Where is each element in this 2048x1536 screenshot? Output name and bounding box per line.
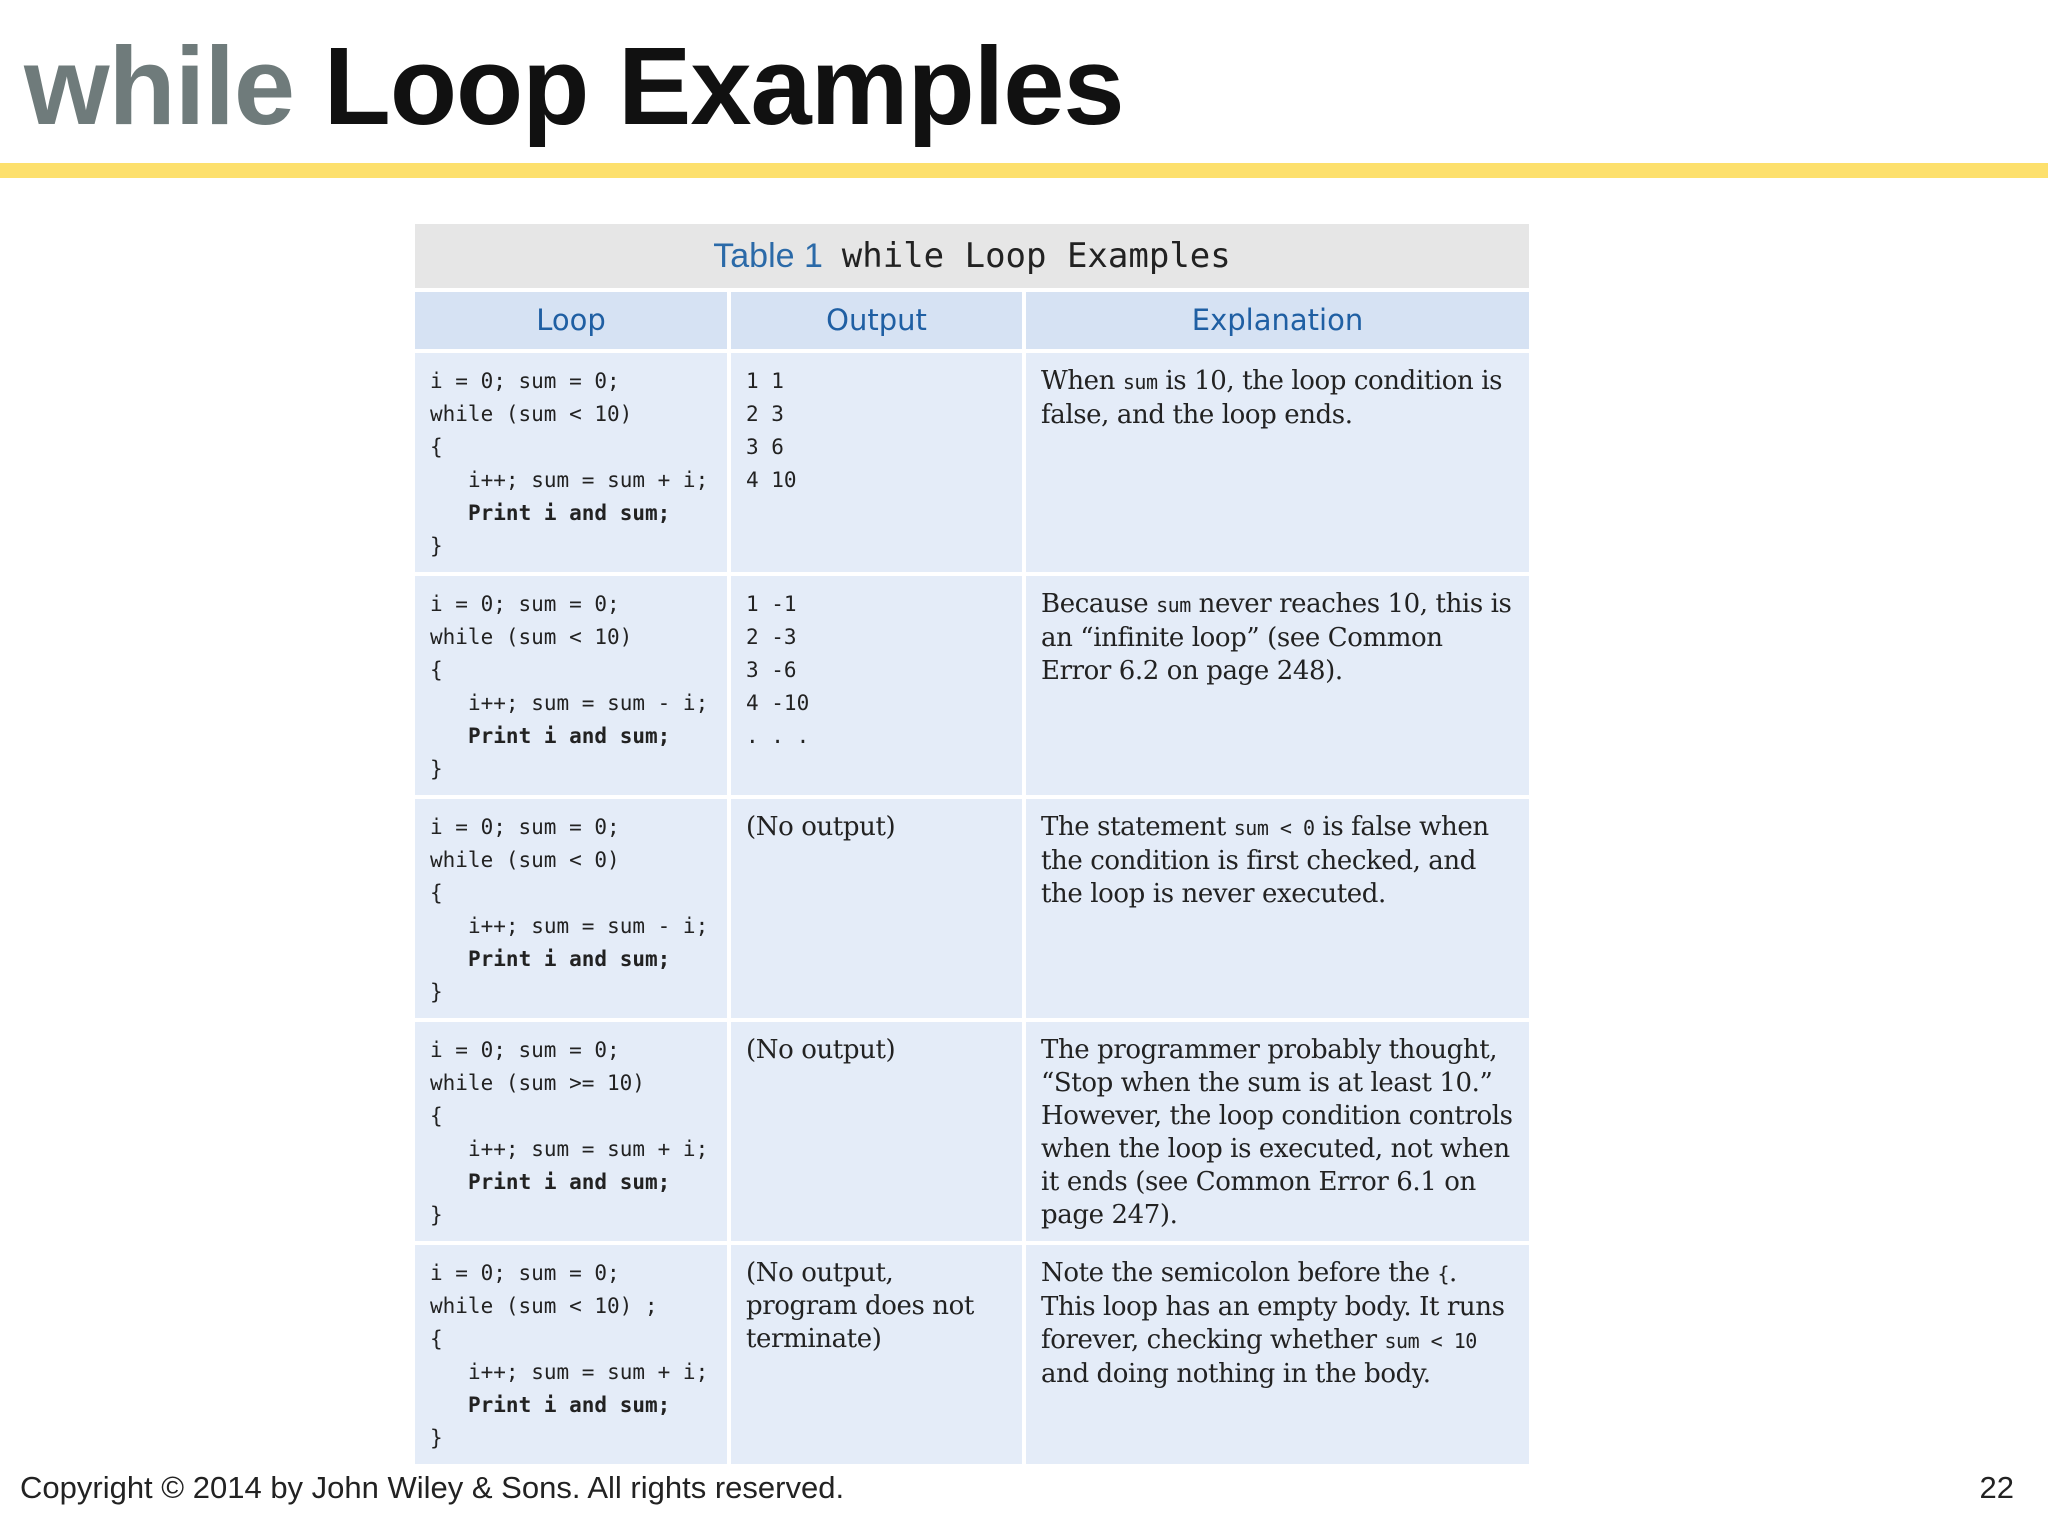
code-line: Print i and sum; <box>468 1170 671 1194</box>
explanation-cell <box>1026 1022 1529 1241</box>
code-line: i = 0; sum = 0; <box>430 592 620 616</box>
inline-code: sum < 0 <box>1233 816 1315 840</box>
code-line: { <box>430 435 443 459</box>
loop-code <box>430 1257 712 1455</box>
output-text: (No output, program does not terminate) <box>746 1258 974 1354</box>
code-line: Print i and sum; <box>468 724 671 748</box>
code-line: while (sum < 10) <box>430 625 633 649</box>
explanation-segment: is false when the condition is first checked, and the loop is never executed. <box>1041 812 1489 909</box>
loop-code <box>430 811 712 1009</box>
explanation-segment: Note the semicolon before the <box>1041 1258 1438 1288</box>
output-text: (No output) <box>746 812 896 842</box>
code-line: Print i and sum; <box>468 947 671 971</box>
explanation-segment: The statement <box>1041 812 1234 842</box>
explanation-cell <box>1026 799 1529 1018</box>
code-line: while (sum < 10) ; <box>430 1294 658 1318</box>
explanation-segment: never reaches 10, this is an “infinite loop” (see Common Error 6.2 on page 248). <box>1041 589 1512 686</box>
output-line: 2 3 <box>746 402 784 426</box>
code-line: } <box>430 757 443 781</box>
copyright-footer: Copyright © 2014 by John Wiley & Sons. All rights reserved. <box>20 1470 845 1505</box>
explanation-text <box>1041 365 1514 432</box>
header-loop: Loop <box>415 292 727 349</box>
loop-examples-table <box>413 222 1531 1460</box>
code-line: } <box>430 1203 443 1227</box>
code-line: i++; sum = sum + i; <box>468 1360 709 1384</box>
output-line: 1 1 <box>746 369 784 393</box>
code-line: { <box>430 658 443 682</box>
code-line: } <box>430 980 443 1004</box>
output-cell <box>731 799 1022 1018</box>
output-text: (No output) <box>746 1035 896 1065</box>
loop-code <box>430 1034 712 1232</box>
output-line: 3 -6 <box>746 658 797 682</box>
table-caption <box>415 224 1529 288</box>
page-number: 22 <box>1979 1470 2014 1505</box>
slide-title <box>24 22 1124 152</box>
header-explanation: Explanation <box>1026 292 1529 349</box>
explanation-cell <box>1026 353 1529 572</box>
code-line: i++; sum = sum + i; <box>468 468 709 492</box>
inline-code: sum < 10 <box>1384 1329 1477 1353</box>
explanation-segment: . This loop has an empty body. It runs forever, checking whether <box>1041 1258 1505 1355</box>
explanation-text <box>1041 588 1514 688</box>
caption-label: Table 1 <box>713 237 823 275</box>
loop-cell <box>415 1245 727 1464</box>
code-line: i = 0; sum = 0; <box>430 815 620 839</box>
code-line: Print i and sum; <box>468 1393 671 1417</box>
explanation-cell <box>1026 576 1529 795</box>
output-lines <box>746 588 1007 753</box>
explanation-text <box>1041 811 1514 911</box>
code-line: i = 0; sum = 0; <box>430 369 620 393</box>
output-line: 1 -1 <box>746 592 797 616</box>
caption-title: while Loop Examples <box>841 236 1231 276</box>
loop-cell <box>415 1022 727 1241</box>
code-line: Print i and sum; <box>468 501 671 525</box>
header-output: Output <box>731 292 1022 349</box>
output-line: 4 -10 <box>746 691 810 715</box>
output-line: 2 -3 <box>746 625 797 649</box>
loop-cell <box>415 576 727 795</box>
explanation-segment: When <box>1041 366 1123 396</box>
code-line: while (sum >= 10) <box>430 1071 645 1095</box>
loop-code <box>430 588 712 786</box>
loop-cell <box>415 353 727 572</box>
inline-code: { <box>1437 1262 1450 1286</box>
output-line: 4 10 <box>746 468 797 492</box>
explanation-segment: Because <box>1041 589 1157 619</box>
output-lines <box>746 365 1007 497</box>
code-line: { <box>430 1327 443 1351</box>
inline-code: sum <box>1122 370 1158 394</box>
explanation-segment: and doing nothing in the body. <box>1041 1359 1431 1389</box>
code-line: i++; sum = sum - i; <box>468 691 709 715</box>
code-line: } <box>430 1426 443 1450</box>
explanation-text <box>1041 1034 1514 1232</box>
explanation-text <box>1041 1257 1514 1391</box>
code-line: { <box>430 881 443 905</box>
explanation-segment: is 10, the loop condition is false, and the loop ends. <box>1041 366 1503 430</box>
title-text: Loop Examples <box>323 25 1124 148</box>
explanation-segment: The programmer probably thought, “Stop when the sum is at least 10.” However, the loop condition controls when the loop is executed, not when it ends (see Common Error 6.1 on page 247). <box>1041 1035 1513 1230</box>
output-line: 3 6 <box>746 435 784 459</box>
code-line: i = 0; sum = 0; <box>430 1261 620 1285</box>
output-cell <box>731 1245 1022 1464</box>
output-line: . . . <box>746 724 810 748</box>
code-line: i = 0; sum = 0; <box>430 1038 620 1062</box>
inline-code: sum <box>1156 593 1191 617</box>
title-underline <box>0 163 2048 178</box>
output-cell <box>731 353 1022 572</box>
code-line: while (sum < 0) <box>430 848 620 872</box>
code-line: while (sum < 10) <box>430 402 633 426</box>
output-cell <box>731 1022 1022 1241</box>
output-cell <box>731 576 1022 795</box>
code-line: { <box>430 1104 443 1128</box>
code-line: i++; sum = sum - i; <box>468 914 709 938</box>
loop-code <box>430 365 712 563</box>
title-keyword: while <box>24 25 295 148</box>
code-line: } <box>430 534 443 558</box>
code-line: i++; sum = sum + i; <box>468 1137 709 1161</box>
explanation-cell <box>1026 1245 1529 1464</box>
loop-cell <box>415 799 727 1018</box>
